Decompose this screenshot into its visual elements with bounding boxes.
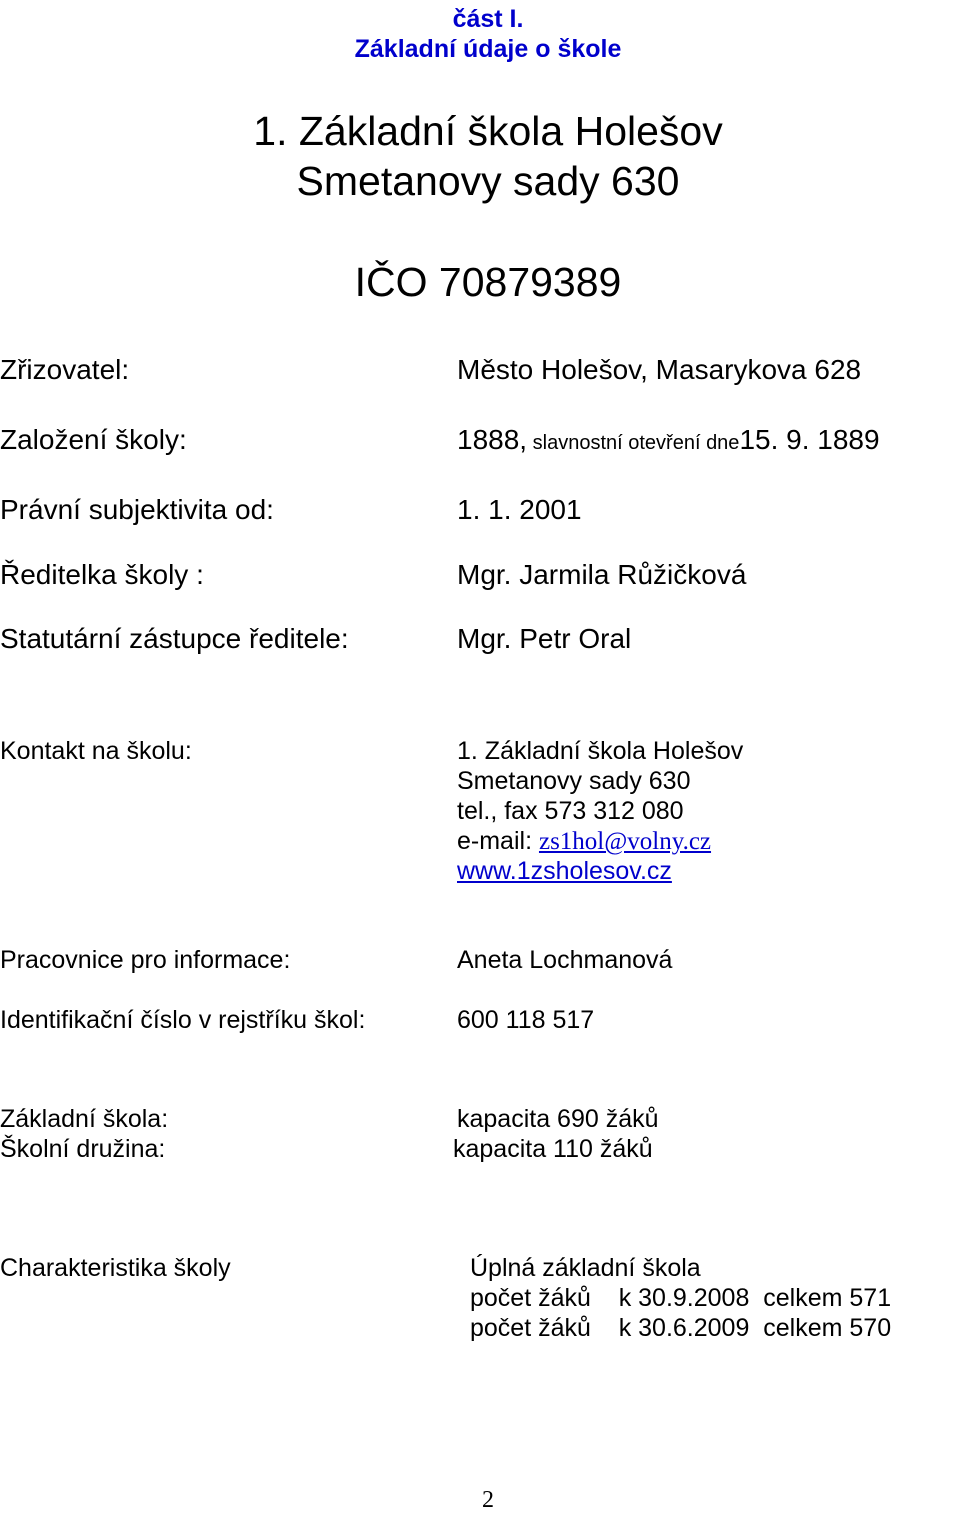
founding-value: [457, 423, 880, 460]
pupil-count-2008: počet žáků k 30.9.2008 celkem 571: [470, 1284, 892, 1312]
contact-line-school: 1. Základní škola Holešov: [457, 737, 744, 765]
founding-label: Založení školy:: [0, 424, 187, 455]
page-number: 2: [482, 1487, 494, 1513]
contact-line-phone: tel., fax 573 312 080: [457, 797, 684, 825]
legal-subjectivity-label: Právní subjektivita od:: [0, 494, 274, 525]
characteristics-type: Úplná základní škola: [470, 1254, 701, 1282]
ico-heading: IČO 70879389: [354, 259, 622, 305]
school-capacity-label: Základní škola:: [0, 1105, 169, 1133]
founding-date: 15. 9. 1889: [739, 424, 880, 455]
deputy-label: Statutární zástupce ředitele:: [0, 623, 349, 654]
club-capacity-value: kapacita 110 žáků: [453, 1135, 653, 1163]
registry-id-label: Identifikační číslo v rejstříku škol:: [0, 1006, 366, 1034]
contact-line-address: Smetanovy sady 630: [457, 767, 691, 795]
legal-subjectivity-value: 1. 1. 2001: [457, 494, 582, 525]
school-address-heading: Smetanovy sady 630: [296, 158, 680, 204]
pupil-count-2009: počet žáků k 30.6.2009 celkem 570: [470, 1314, 892, 1342]
director-value: Mgr. Jarmila Růžičková: [457, 559, 747, 590]
school-capacity-value: kapacita 690 žáků: [457, 1105, 659, 1133]
founding-year: 1888,: [457, 424, 528, 455]
part-label: část I.: [452, 5, 524, 33]
contact-line-email: [457, 826, 711, 857]
info-contact-value: Aneta Lochmanová: [457, 946, 673, 974]
founding-note: slavnostní otevření dne: [527, 432, 740, 454]
info-contact-label: Pracovnice pro informace:: [0, 946, 291, 974]
contact-label: Kontakt na školu:: [0, 737, 192, 765]
section-subtitle: Základní údaje o škole: [354, 35, 622, 63]
email-link[interactable]: zs1hol@volny.cz: [538, 828, 712, 855]
director-label: Ředitelka školy :: [0, 559, 204, 590]
characteristics-label: Charakteristika školy: [0, 1254, 231, 1282]
school-name-heading: 1. Základní škola Holešov: [253, 108, 723, 154]
founder-label: Zřizovatel:: [0, 354, 130, 385]
registry-id-value: 600 118 517: [457, 1006, 595, 1034]
deputy-value: Mgr. Petr Oral: [457, 623, 632, 654]
founder-value: Město Holešov, Masarykova 628: [457, 354, 862, 385]
club-capacity-label: Školní družina:: [0, 1135, 166, 1163]
email-prefix: e-mail:: [457, 827, 539, 855]
website-link[interactable]: www.1zsholesov.cz: [457, 857, 672, 885]
